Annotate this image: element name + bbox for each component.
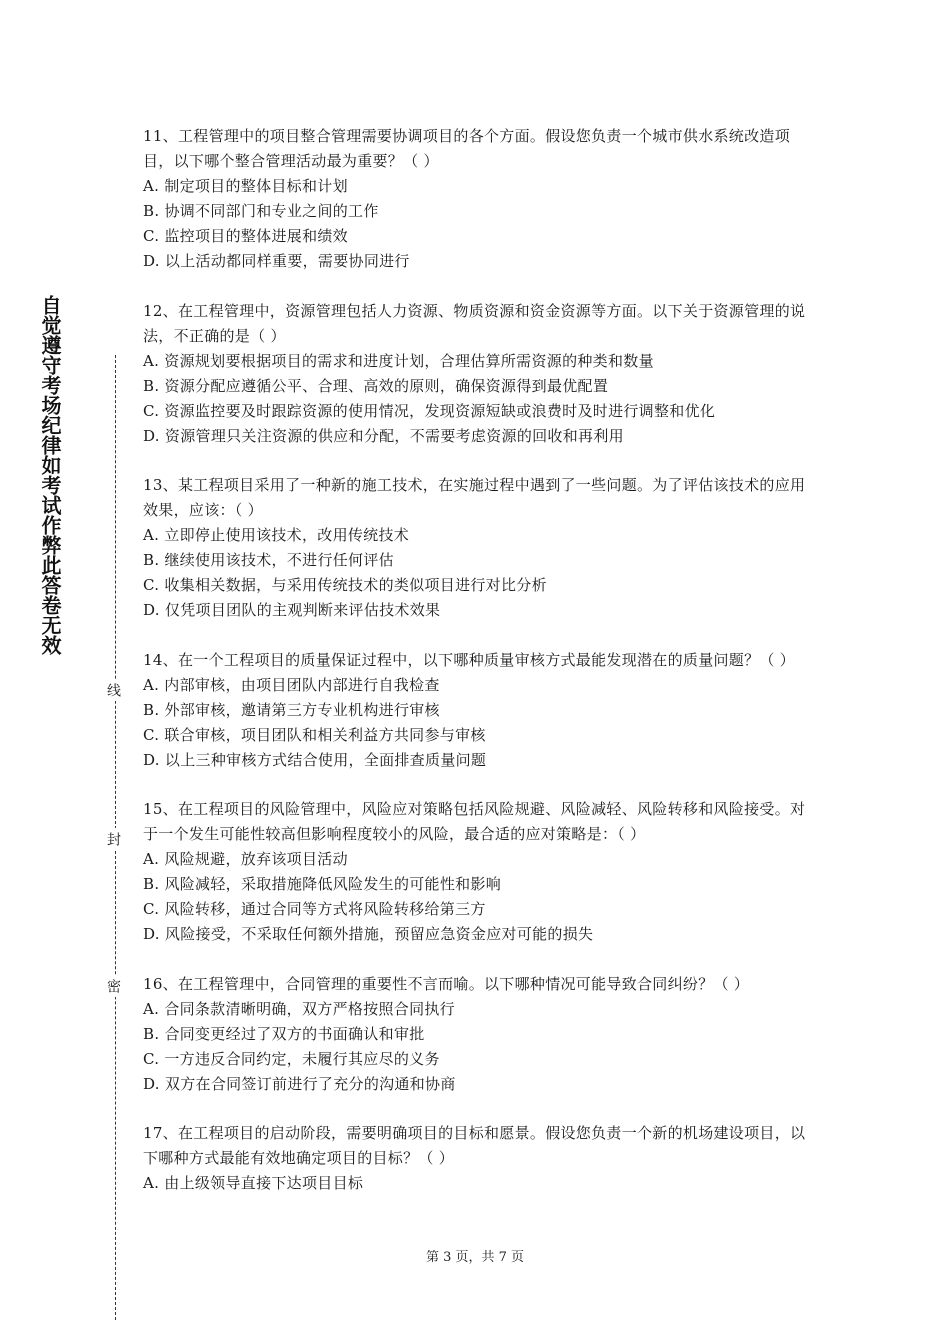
option-d: D. 以上活动都同样重要，需要协同进行	[143, 252, 410, 270]
question-text: 11、工程管理中的项目整合管理需要协调项目的各个方面。假设您负责一个城市供水系统改造项目，以下哪个整合管理活动最为重要？（ ）	[143, 127, 790, 170]
question-text: 13、某工程项目采用了一种新的施工技术，在实施过程中遇到了一些问题。为了评估该技术的应用效果，应该：（ ）	[143, 476, 806, 519]
binding-mark-mi: 密	[106, 975, 124, 997]
option-b: B. 协调不同部门和专业之间的工作	[143, 202, 379, 220]
option-d: D. 资源管理只关注资源的供应和分配，不需要考虑资源的回收和再利用	[143, 426, 624, 445]
question-text: 14、在一个工程项目的质量保证过程中，以下哪种质量审核方式最能发现潜在的质量问题？（ ）	[143, 650, 796, 669]
option-b: B. 继续使用该技术，不进行任何评估	[143, 551, 394, 569]
question-list	[143, 124, 815, 1221]
option-a: A. 合同条款清晰明确，双方严格按照合同执行	[143, 999, 455, 1018]
option-c: C. 风险转移，通过合同等方式将风险转移给第三方	[143, 900, 486, 918]
exam-discipline-notice: 自觉遵守考场纪律如考试作弊此答卷无效	[38, 295, 62, 655]
option-a: A. 风险规避，放弃该项目活动	[143, 850, 348, 868]
question-15	[143, 797, 815, 947]
option-b: B. 合同变更经过了双方的书面确认和审批	[143, 1024, 425, 1043]
binding-mark-feng: 封	[106, 828, 124, 850]
option-b: B. 风险减轻，采取措施降低风险发生的可能性和影响	[143, 875, 502, 893]
page-number: 第 3 页，共 7 页	[425, 1250, 525, 1265]
question-14	[143, 648, 815, 773]
question-text: 15、在工程项目的风险管理中，风险应对策略包括风险规避、风险减轻、风险转移和风险接受。对于一个发生可能性较高但影响程度较小的风险，最合适的应对策略是：（ ）	[143, 800, 806, 843]
binding-mark-xian: 线	[106, 679, 124, 701]
option-a: A. 制定项目的整体目标和计划	[143, 177, 348, 195]
option-d: D. 双方在合同签订前进行了充分的沟通和协商	[143, 1074, 456, 1093]
question-17	[143, 1121, 815, 1196]
option-a: A. 内部审核，由项目团队内部进行自我检查	[143, 675, 440, 694]
question-text: 16、在工程管理中，合同管理的重要性不言而喻。以下哪种情况可能导致合同纠纷？（ ）	[143, 974, 750, 993]
option-c: C. 收集相关数据，与采用传统技术的类似项目进行对比分析	[143, 576, 547, 594]
option-d: D. 以上三种审核方式结合使用，全面排查质量问题	[143, 750, 487, 769]
question-16	[143, 972, 815, 1097]
option-b: B. 外部审核，邀请第三方专业机构进行审核	[143, 700, 440, 719]
option-a: A. 资源规划要根据项目的需求和进度计划，合理估算所需资源的种类和数量	[143, 351, 654, 370]
question-text: 17、在工程项目的启动阶段，需要明确项目的目标和愿景。假设您负责一个新的机场建设项目，以下哪种方式最能有效地确定项目的目标？（ ）	[143, 1124, 806, 1167]
option-b: B. 资源分配应遵循公平、合理、高效的原则，确保资源得到最优配置	[143, 376, 609, 395]
option-c: C. 资源监控要及时跟踪资源的使用情况，发现资源短缺或浪费时及时进行调整和优化	[143, 401, 716, 420]
option-d: D. 风险接受，不采取任何额外措施，预留应急资金应对可能的损失	[143, 925, 594, 943]
option-c: C. 一方违反合同约定，未履行其应尽的义务	[143, 1049, 440, 1068]
option-c: C. 联合审核，项目团队和相关利益方共同参与审核	[143, 725, 486, 744]
option-c: C. 监控项目的整体进展和绩效	[143, 227, 348, 245]
option-a: A. 由上级领导直接下达项目目标	[143, 1174, 364, 1192]
question-12	[143, 299, 815, 449]
question-11	[143, 124, 815, 274]
question-13	[143, 473, 815, 623]
question-text: 12、在工程管理中，资源管理包括人力资源、物质资源和资金资源等方面。以下关于资源管理的说法，不正确的是（ ）	[143, 301, 806, 345]
option-d: D. 仅凭项目团队的主观判断来评估技术效果	[143, 601, 441, 619]
option-a: A. 立即停止使用该技术，改用传统技术	[143, 526, 410, 544]
